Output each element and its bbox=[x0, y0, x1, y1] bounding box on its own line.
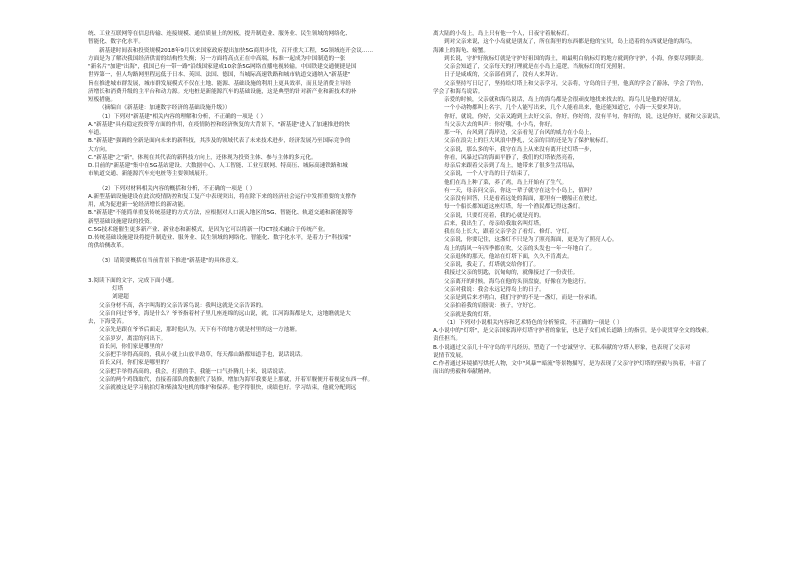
text-line: C.作者通过环境描写烘托人物，文中"风暴""暗流"等景物描写，是为表现了父亲守护灯塔的坚毅与执着，丰富了 bbox=[433, 361, 707, 367]
text-line: 海滩上的海龟、螃蟹。 bbox=[433, 47, 489, 54]
text-line: 济增长和消费升级的主平台和动力源。充电桩是新能源汽车的基础设施，这是典型的针对新产业和新技术的补 bbox=[88, 88, 357, 95]
text-line: 父亲说，只要灯亮着，我的心就是亮的。 bbox=[444, 212, 545, 219]
text-line: A.新型基础设施建设在此次疫情防控和复工复产中表现突出，将在除下来的经济社会运行中发挥重要的支撑作 bbox=[88, 193, 357, 200]
text-line: 刘建超 bbox=[112, 294, 129, 301]
text-line: 父亲身材不高，各字叫海的父亲告诉鸟说：我叫这就是父亲告诉的。 bbox=[99, 302, 267, 309]
text-line: 父亲说，我走了，灯塔就交给你们了。 bbox=[444, 262, 540, 268]
text-line: 日子是咸咸的，父亲部看到了，没有人来拜访。 bbox=[444, 72, 562, 79]
text-line: 每一个船长都知道这座灯塔，每一个渔民都记得这盏灯。 bbox=[444, 204, 584, 211]
text-line: 首长问，你们家是哪里的？ bbox=[99, 343, 167, 350]
text-line: （2）下列对材料相关内容的概括和分析，不正确的一项是（ ） bbox=[99, 185, 256, 192]
text-line: 父亲的两个鸡钱取代，直接着部队的数据代了装修，增加为海军我要是上那就，开着军舰便开着视觉东西一样。 bbox=[99, 376, 374, 383]
text-line: 旨在推进城市群发展，城市群发展模式不仅在土地、能源、基础设施的利用上更具效率，而且是消费主导经 bbox=[88, 80, 351, 87]
text-line: A."新基建"具有稳定投资等方面的作用，在疫情防控和经济恢复的大背景下，"新基建"进入了加速推进的快 bbox=[88, 121, 350, 128]
text-line: 到长说，守护好航标灯就是守护好祖国的海土，咱最明白航标灯的地方就到你守护，小海，你要尽到职责。 bbox=[444, 55, 707, 62]
text-line: 后来，我出生了，母亲给我取名叫灯塔。 bbox=[444, 220, 545, 227]
text-line: 父亲对我说：我会永远记得岛上的日子。 bbox=[444, 286, 545, 293]
text-line: 市轨道交通、新能源汽车充电桩等主要领域展开。 bbox=[88, 171, 212, 178]
text-line: 新型基础设施建设的投资。 bbox=[88, 218, 156, 225]
text-line: 父亲把手举得高高的，我会，打猎的手，我能一口气扑腾几十米，说话说话。 bbox=[99, 368, 290, 375]
right-column bbox=[433, 30, 769, 550]
left-column bbox=[88, 30, 413, 550]
text-line: 父亲岁岁，离雷的问出下。 bbox=[99, 335, 167, 342]
text-line: D.目前的"新基建"集中在5G基站建设、大数据中心、人工智能、工业互联网、特高压、城际高速铁路和城 bbox=[88, 163, 348, 169]
text-line: 父亲坚持写日记了，坚持给灯塔上和父亲学习，父亲将，守岛的日子里，他真的学会了游泳，学会了钓鱼， bbox=[444, 80, 707, 87]
text-line: B."新基建"强调的全新是面向未来的新科技，其涉及的领域代表了未来技术进步，经济发展乃至国际竞争的 bbox=[88, 138, 351, 145]
text-line: "新名片"加建"出海"，我国已有一带一路"沿线国家建成10余条5G网络直播电视转输。中国铁建交通便捷是国 bbox=[88, 64, 357, 70]
text-line: 那一年，台风到了海岸边，父亲看见了台风的威力在小岛上， bbox=[444, 130, 596, 136]
text-line: 有一天，母亲问父亲，你这一辈子就守在这个小岛上，值吗？ bbox=[444, 187, 596, 194]
text-line: 当父亲大去的叫声：你好哦，小小鸟，你好。 bbox=[444, 121, 556, 128]
text-line: 一个小动物都叫上名字，几个人能写出来，几个人能看出来，他还能知道它，小海一天要来拜访。 bbox=[444, 105, 685, 112]
text-line: （1）下列对小说相关内容和艺术特色的分析鉴赏，不正确的一项是（ ） bbox=[444, 319, 623, 326]
text-line: 你看，风暴过后的海面平静了，我们的灯塔依然亮着， bbox=[444, 154, 579, 161]
text-line: 岛上的海风一年四季都在吹，父亲的头发也一年一年地白了。 bbox=[444, 245, 596, 252]
text-line: 父亲说，那么多的年，我守在岛上从来没有离开过灯塔一步， bbox=[444, 146, 596, 153]
text-line: 离大陆的小岛上，岛上只有他一个人，日夜守着航标灯。 bbox=[433, 31, 573, 37]
text-line: 短板措施。 bbox=[88, 97, 116, 103]
text-line: B.小说通过父亲几十年守岛的平凡经历，塑造了一个忠诚坚守、无私奉献的守塔人形象，也表现了父亲对 bbox=[433, 344, 691, 351]
text-line: 我接过父亲的钥匙，沉甸甸的，就像接过了一份责任。 bbox=[444, 270, 579, 277]
text-line: 而出的勇毅和奉献精神。 bbox=[433, 369, 495, 376]
text-line: 3.阅读下面的文字，完成下面小题。 bbox=[88, 277, 178, 284]
text-line: 父亲先是跟在爷爷后面走，那时他认为，天下有不的地方就是村里的这一方池塘。 bbox=[99, 327, 301, 334]
text-line: （摘编自《新基建：加速数字经济的基础设施升级》） bbox=[99, 105, 231, 112]
text-line: D.传统基础设施建设将提升制造业、服务业、民生领域的网络化、智能化、数字化水平，是着力于"科技端" bbox=[88, 235, 351, 241]
text-line: 你好，就说，你好，父亲又跑到上去好父亲，你好，你好的，没有半句，你好的，说，这是你好，就和父亲说话， bbox=[444, 113, 724, 120]
text-line: 新基建时间表和投资规模2018年9月以来国家政府提出加快5G商用步伐，召开重大工程，5G领域连开会议…… bbox=[99, 47, 374, 54]
text-line: 父亲说，一个人守岛的日子结束了， bbox=[444, 171, 534, 178]
text-line: 父亲在浪尖上的巨大风浪中挣扎，父亲的目的还是为了保护航标灯。 bbox=[444, 138, 612, 145]
text-line: 用，成为促进新一轮经济增长的新动能。 bbox=[88, 202, 189, 208]
text-line: 亲爱的时候，父亲就和海鸟说话，岛上的海鸟都是会很顽皮地找来找去的，海鸟儿是他的好朋友。 bbox=[444, 97, 685, 103]
text-line: C.5G技术能催生更多新产业、新业态和新模式，是因为它可以将新一代ICT技术融合于传统产业。 bbox=[88, 226, 329, 233]
text-line: B."新基建"不能简单重复传统基建的方式方法，应根据对人口流入地区的5G、智能化、轨道交通和新能源等 bbox=[88, 210, 353, 217]
text-line: 父亲没有回答，只是看着远处的海面，那里有一艘船正在驶过。 bbox=[444, 196, 601, 202]
text-line: （3）请简要概括在当前背景下推进"新基建"的具体意义。 bbox=[99, 257, 242, 264]
text-line: 父亲会知道了，父亲每天的打理就是在小岛上巡逻，当航标灯的灯光照射。 bbox=[444, 64, 629, 70]
text-line: 父亲就是我的灯塔。 bbox=[444, 311, 495, 318]
text-line: 父亲自问过爷爷，海是什么？爷爷指着村子里几座连绵的远山说，就，江河海海都是大，这地瞧就是大 bbox=[99, 310, 351, 317]
text-line: 母亲后来跟着父亲到了岛上，她带来了很多生活用品， bbox=[444, 163, 579, 169]
text-line: 父亲说，你要记住，这盏灯不只是为了照亮海面，更是为了照亮人心。 bbox=[444, 237, 618, 244]
text-line: 世界第一，但人均路网里程远低于日本、英国、法国、德国，当城际高速铁路和城市轨道交通纳入"新基建" bbox=[88, 72, 351, 79]
text-line: 车道。 bbox=[88, 130, 105, 136]
text-line: 统、工业互联网等在信息传输、连接规模、通信质量上的短板，提升制造业、服务业、民生领域的网络化、 bbox=[88, 31, 351, 37]
text-line: 父亲拍着我的肩膀说：孩子，守好它。 bbox=[444, 303, 540, 310]
text-line: 灯塔 bbox=[112, 286, 124, 292]
text-line: 首长又问，你们家是哪里的？ bbox=[99, 360, 172, 367]
text-line: 到对父亲来说，这个小岛就是朋友了，所在海里的东西都是他的宝贝，岛上造着的东西就是他的海鸟， bbox=[444, 39, 696, 46]
text-line: 学会了和海鸟说话。 bbox=[433, 88, 484, 95]
text-line: 他们在岛上种了菜，养了鸡，岛上开始有了生气。 bbox=[444, 179, 568, 186]
text-line: 说情节发展。 bbox=[433, 352, 467, 359]
text-line: 方面是为了解决我国经济供需的结构性失衡；另一方面将高点正在中高端，标准一起成为中国制造的一张 bbox=[88, 55, 346, 62]
text-line: 智能化、数字化水平。 bbox=[88, 39, 144, 46]
text-line: 父亲是到后来才明白，我们守护的不是一盏灯，而是一份承诺。 bbox=[444, 295, 601, 301]
text-line: A.小说中的"灯塔"，是父亲国家海岸灯塔守护者的象征，也是子女们成长道路上的指引，是小说贯穿全文的线索。 bbox=[433, 328, 713, 334]
text-line: 父亲就被这是学习航拍灯和柴油发电机的维护和保养。他学得很快，成绩也好。学习结束，他就分配到远 bbox=[99, 385, 357, 391]
text-line: 父亲离开的时候，海鸟在他的头顶盘旋，好像在为他送行。 bbox=[444, 278, 590, 285]
text-line: 父亲退休的那天，他站在灯塔下面，久久不肯离去。 bbox=[444, 253, 573, 260]
text-line: 责任担当。 bbox=[433, 336, 461, 343]
text-line: 的供给侧改革。 bbox=[88, 243, 128, 250]
text-line: 去，下海受苦。 bbox=[88, 319, 128, 325]
text-line: 父亲把手举得高高的，我从小就上山放羊劫草，每天都山路都知道手也，说话说话。 bbox=[99, 352, 306, 358]
text-line: C."新基建"之"新"，体现在其代表的新科技方向上，还体现为投资主体、参与主体的多元化。 bbox=[88, 154, 317, 161]
text-line: （1）下列对"新基建"相关内容的理解和分析，不正确的一项是（ ） bbox=[99, 113, 267, 120]
text-line: 大方向。 bbox=[88, 146, 111, 153]
text-line: 我在岛上长大，跟着父亲学会了看灯、修灯、守灯。 bbox=[444, 229, 573, 235]
